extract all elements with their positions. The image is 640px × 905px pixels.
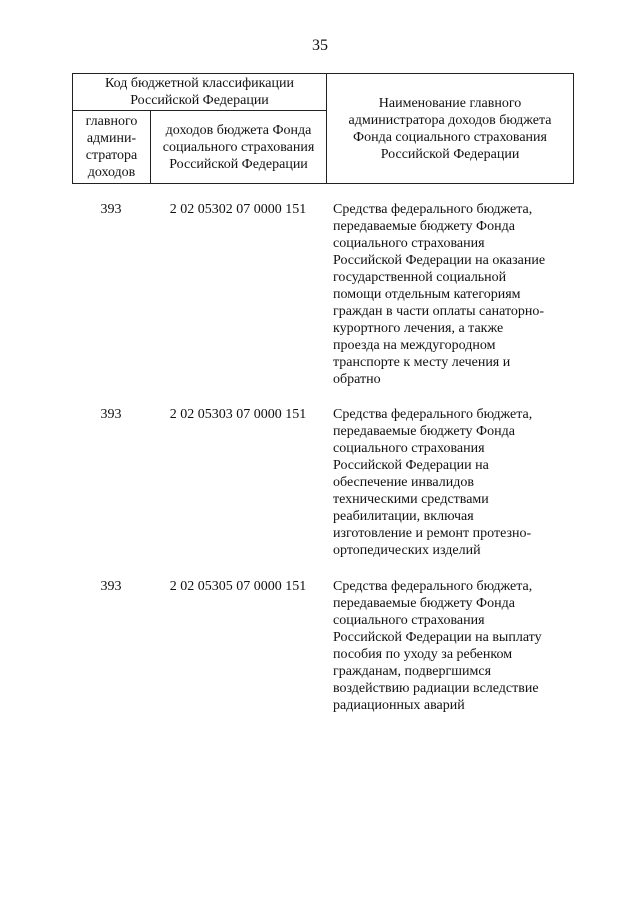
revenue-name: Средства федерального бюджета, передаваемые бюджету Фонда социального страхования Российской Федерации на оказание государственной социальной помощи отдельным категориям граждан в части оплаты санаторно- курортного лечения, а также проезда на междугородном транспорте к месту лечения и обратно [333, 202, 546, 387]
revenue-code: 2 02 05303 07 0000 151 [169, 407, 307, 422]
header-col-name: Наименование главного администратора доходов бюджета Фонда социального страхования Российской Федерации [327, 74, 574, 184]
admin-code: 393 [100, 407, 122, 422]
page-number: 35 [312, 37, 328, 54]
revenue-code: 2 02 05305 07 0000 151 [169, 579, 307, 594]
header-col-revenue: доходов бюджета Фонда социального страхования Российской Федерации [151, 111, 327, 184]
admin-code: 393 [100, 202, 122, 217]
admin-code: 393 [100, 579, 122, 594]
revenue-code: 2 02 05302 07 0000 151 [169, 202, 307, 217]
revenue-name: Средства федерального бюджета, передаваемые бюджету Фонда социального страхования Российской Федерации на выплату пособия по уходу за ребенком гражданам, подвергшимся воздействию радиации вследствие радиационных аварий [333, 579, 542, 713]
header-col-admin: главного админи-стратора доходов [73, 111, 151, 184]
classification-header-table [72, 73, 574, 184]
header-group-title: Код бюджетной классификации Российской Федерации [73, 74, 327, 111]
revenue-name: Средства федерального бюджета, передаваемые бюджету Фонда социального страхования Российской Федерации на обеспечение инвалидов техническими средствами реабилитации, включая изготовление и ремонт протезно- ортопедических изделий [333, 407, 533, 558]
